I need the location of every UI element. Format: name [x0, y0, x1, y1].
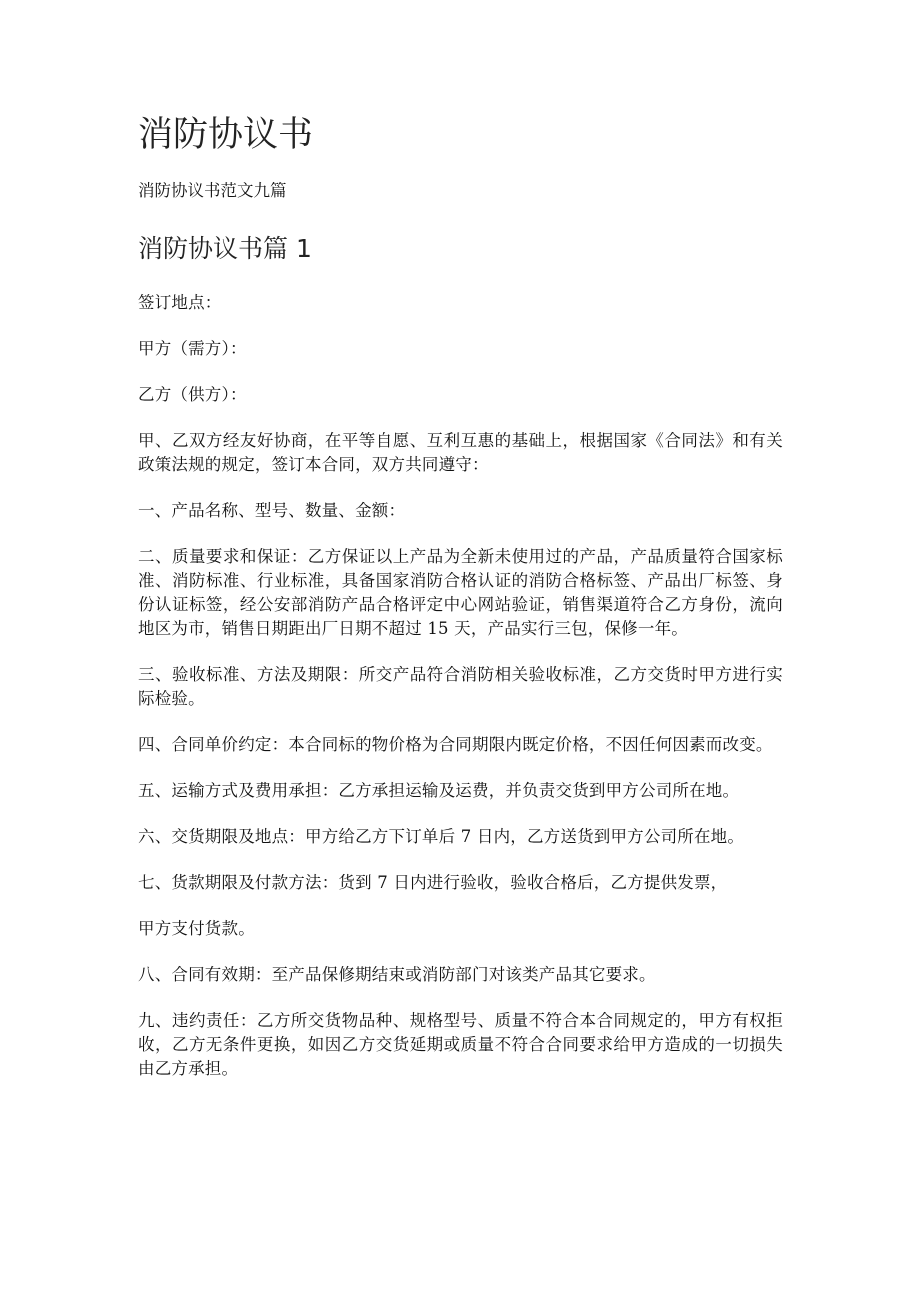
paragraph-clause-8: 八、合同有效期：至产品保修期结束或消防部门对该类产品其它要求。: [138, 965, 656, 984]
paragraph-clause-9: 九、违约责任：乙方所交货物品种、规格型号、质量不符合本合同规定的，甲方有权拒收，乙方无条件更换，如因乙方交货延期或质量不符合合同要求给甲方造成的一切损失由乙方承担。: [138, 1011, 783, 1078]
paragraph-clause-1: 一、产品名称、型号、数量、金额：: [138, 501, 406, 520]
document-body: [138, 105, 783, 1103]
paragraph-clause-4: 四、合同单价约定：本合同标的物价格为合同期限内既定价格，不因任何因素而改变。: [138, 735, 773, 754]
paragraph-clause-6: 六、交货期限及地点：甲方给乙方下订单后 7 日内，乙方送货到甲方公司所在地。: [138, 827, 745, 846]
paragraph-clause-3: 三、验收标准、方法及期限：所交产品符合消防相关验收标准，乙方交货时甲方进行实际检验。: [138, 665, 783, 708]
paragraph-preamble: 甲、乙双方经友好协商，在平等自愿、互利互惠的基础上，根据国家《合同法》和有关政策法规的规定，签订本合同，双方共同遵守：: [138, 431, 783, 474]
document-title: 消防协议书: [138, 115, 314, 155]
paragraph-party-b: 乙方（供方）：: [138, 385, 247, 404]
paragraph-signing-place: 签订地点：: [138, 293, 222, 312]
document-subtitle: 消防协议书范文九篇: [138, 181, 287, 200]
section-heading: 消防协议书篇 1: [138, 234, 312, 263]
paragraph-payment: 甲方支付货款。: [138, 919, 255, 938]
paragraph-clause-5: 五、运输方式及费用承担：乙方承担运输及运费，并负责交货到甲方公司所在地。: [138, 781, 740, 800]
paragraph-clause-7: 七、货款期限及付款方法：货到 7 日内进行验收，验收合格后，乙方提供发票，: [138, 873, 728, 892]
paragraph-clause-2: 二、质量要求和保证：乙方保证以上产品为全新未使用过的产品，产品质量符合国家标准、消防标准、行业标准，具备国家消防合格认证的消防合格标签、产品出厂标签、身份认证标签，经公安部消防产品合格评定中心网站验证，销售渠道符合乙方身份，流向地区为市，销售日期距出厂日期不超过 15 天，产品实行三包，保修一年。: [138, 547, 783, 638]
paragraph-party-a: 甲方（需方）：: [138, 339, 247, 358]
